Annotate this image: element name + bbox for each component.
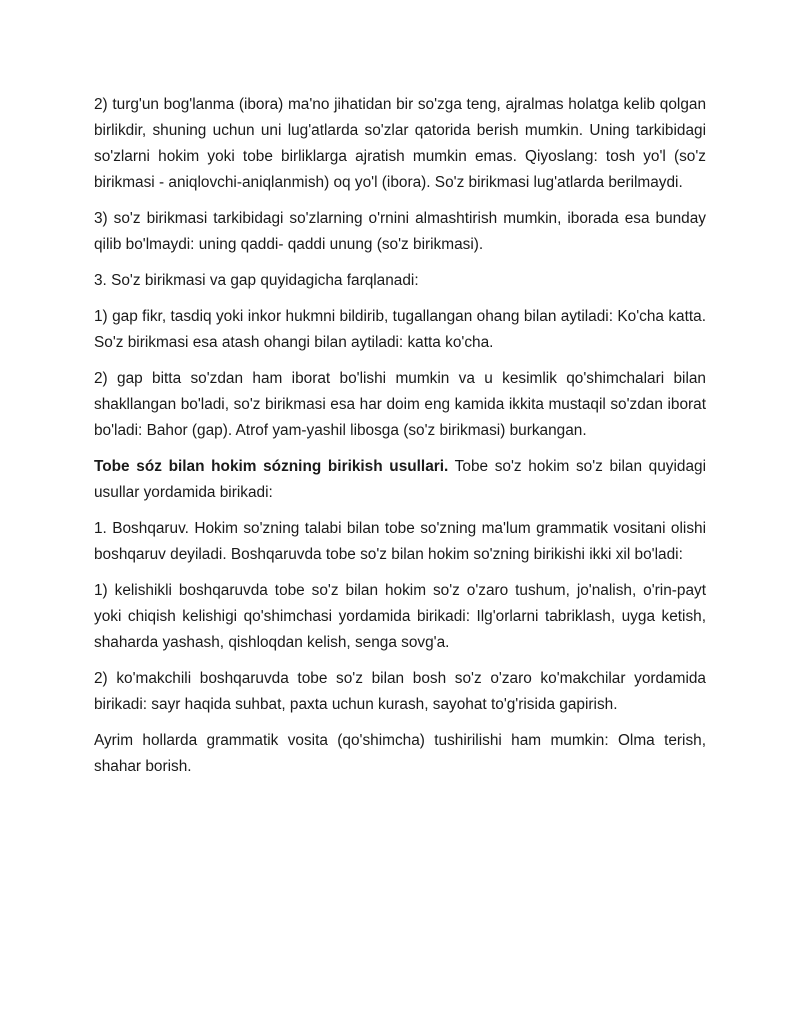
paragraph-text: 2) ko'makchili boshqaruvda tobe so'z bilan bosh so'z o'zaro ko'makchilar yordamida birikadi: sayr haqida suhbat, paxta uchun kurash, sayohat to'g'risida gapirish. xyxy=(94,670,706,713)
paragraph-ayrim-hollarda xyxy=(94,728,706,780)
paragraph-gap-bitta-sozdan xyxy=(94,366,706,444)
paragraph-text: Tobe so'z hokim so'z bilan quyidagi usullar yordamida birikadi: xyxy=(94,458,706,501)
paragraph-boshqaruv xyxy=(94,516,706,568)
paragraph-text: 3) so'z birikmasi tarkibidagi so'zlarning o'rnini almashtirish mumkin, iborada esa bunday qilib bo'lmaydi: uning qaddi- qaddi unung (so'z birikmasi). xyxy=(94,210,706,253)
paragraph-text: Ayrim hollarda grammatik vosita (qo'shimcha) tushirilishi ham mumkin: Olma terish, shahar borish. xyxy=(94,732,706,775)
paragraph-birikish-usullari xyxy=(94,454,706,506)
paragraph-turgun-boglanma xyxy=(94,92,706,196)
paragraph-text: 1. Boshqaruv. Hokim so'zning talabi bilan tobe so'zning ma'lum grammatik vositani olishi boshqaruv deyiladi. Boshqaruvda tobe so'z bilan hokim so'zning birikishi ikki xil bo'ladi: xyxy=(94,520,706,563)
paragraph-text: 1) gap fikr, tasdiq yoki inkor hukmni bildirib, tugallangan ohang bilan aytiladi: Ko'cha katta. So'z birikmasi esa atash ohangi bilan aytiladi: katta ko'cha. xyxy=(94,308,706,351)
section-heading: Tobe sóz bilan hokim sózning birikish usullari. xyxy=(94,458,449,475)
paragraph-gap-farqi-intro xyxy=(94,268,706,294)
paragraph-text: 2) turg'un bog'lanma (ibora) ma'no jihatidan bir so'zga teng, ajralmas holatga kelib qolgan birlikdir, shuning uchun uni lug'atlarda so'zlar qatorida berish mumkin. Uning tarkibidagi so'zlarni hokim yoki tobe birliklarga ajratish mumkin emas. Qiyoslang: tosh yo'l (so'z birikmasi - aniqlovchi-aniqlanmish) oq yo'l (ibora). So'z birikmasi lug'atlarda berilmaydi. xyxy=(94,96,706,191)
paragraph-text: 2) gap bitta so'zdan ham iborat bo'lishi mumkin va u kesimlik qo'shimchalari bilan shakllangan bo'ladi, so'z birikmasi esa har doim eng kamida ikkita mustaqil so'zdan iborat bo'ladi: Bahor (gap). Atrof yam-yashil libosga (so'z birikmasi) burkangan. xyxy=(94,370,706,439)
paragraph-kelishikli-boshqaruv xyxy=(94,578,706,656)
paragraph-komakchili-boshqaruv xyxy=(94,666,706,718)
paragraph-text: 3. So'z birikmasi va gap quyidagicha farqlanadi: xyxy=(94,272,419,289)
document-page xyxy=(94,92,706,790)
paragraph-soz-birikmasi-tarkibi xyxy=(94,206,706,258)
paragraph-text: 1) kelishikli boshqaruvda tobe so'z bilan hokim so'z o'zaro tushum, jo'nalish, o'rin-payt yoki chiqish kelishigi qo'shimchasi yordamida birikadi: Ilg'orlarni tabriklash, uyga ketish, shaharda yashash, qishloqdan kelish, senga sovg'a. xyxy=(94,582,706,651)
paragraph-gap-fikr xyxy=(94,304,706,356)
